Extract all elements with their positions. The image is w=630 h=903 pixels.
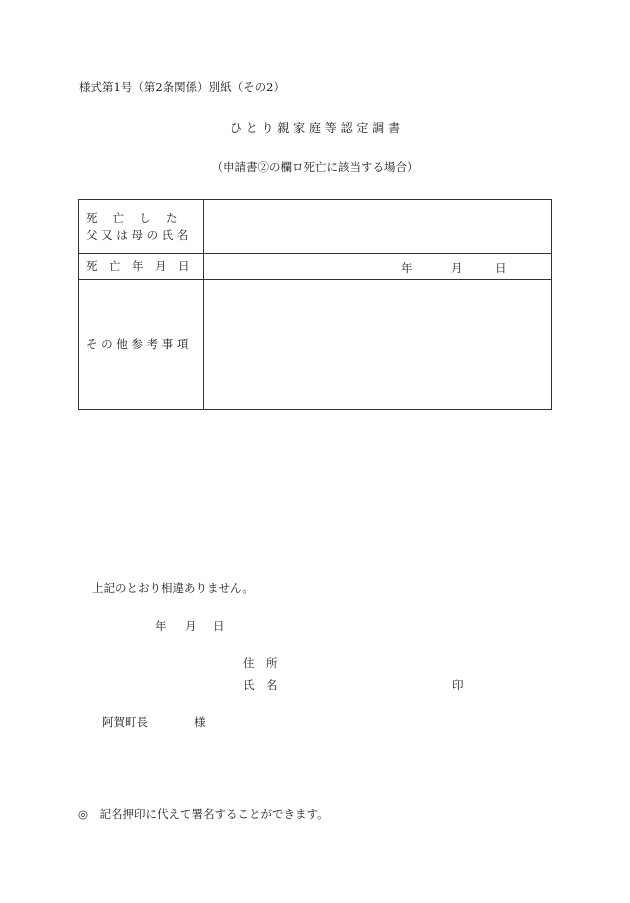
notes-label: そ の 他 参 考 事 項 xyxy=(79,280,204,410)
death-date-month-unit: 月 xyxy=(451,261,463,275)
footnote: ◎ 記名押印に代えて署名することができます。 xyxy=(78,807,329,821)
declaration-text: 上記のとおり相違ありません。 xyxy=(92,581,254,595)
date-line-month: 月 xyxy=(185,619,197,633)
document-subtitle: （申請書②の欄ロ死亡に該当する場合） xyxy=(211,160,419,174)
table-row-deceased-name xyxy=(79,200,552,254)
deceased-name-label-line2: 父 又 は 母 の 氏 名 xyxy=(86,227,189,242)
deceased-name-label-line1: 死 亡 し た xyxy=(86,210,178,225)
death-date-label: 死 亡 年 月 日 xyxy=(79,254,204,280)
address-label: 住 所 xyxy=(243,656,278,670)
name-label: 氏 名 xyxy=(243,678,278,692)
table-row-notes xyxy=(79,280,552,410)
death-date-day-unit: 日 xyxy=(495,261,507,275)
date-line-year: 年 xyxy=(155,619,167,633)
certification-table xyxy=(78,199,552,410)
form-number: 様式第1号（第2条関係）別紙（その2） xyxy=(79,80,285,94)
death-date-year-unit: 年 xyxy=(401,261,413,275)
document-title: ひ と り 親 家 庭 等 認 定 調 書 xyxy=(229,121,401,135)
death-date-field[interactable] xyxy=(204,254,552,280)
date-line-day: 日 xyxy=(213,619,225,633)
addressee: 阿賀町長 様 xyxy=(102,715,206,729)
notes-field[interactable] xyxy=(204,280,552,410)
table-row-death-date xyxy=(79,254,552,280)
deceased-name-field[interactable] xyxy=(204,200,552,254)
seal-label: 印 xyxy=(452,678,464,692)
deceased-name-label xyxy=(79,200,204,254)
